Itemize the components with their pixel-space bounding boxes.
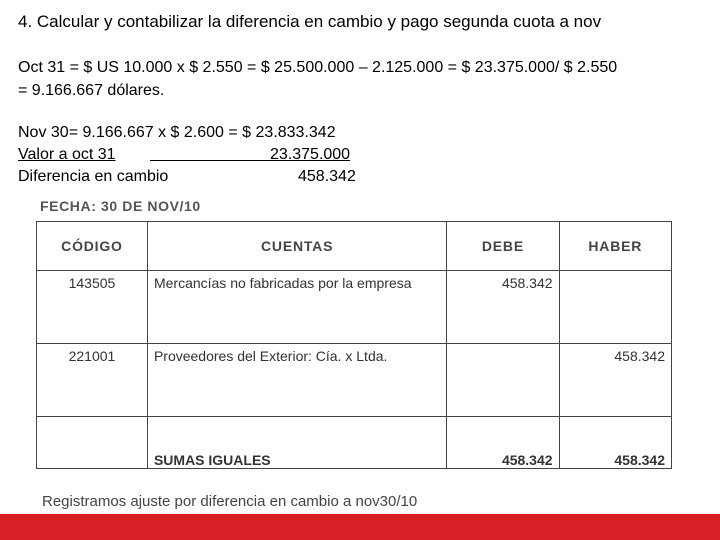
accent-bar — [0, 514, 720, 540]
row-credit — [559, 271, 671, 344]
journal-entry-table — [36, 221, 672, 469]
table-row — [37, 344, 672, 417]
row-code: 143505 — [37, 271, 148, 344]
totals-code-empty — [37, 417, 148, 469]
entry-date: FECHA: 30 DE NOV/10 — [40, 198, 201, 214]
nov-calc-line — [18, 121, 438, 143]
diferencia-label: Diferencia en cambio — [18, 168, 169, 185]
valor-oct-label: Valor a oct 31 — [18, 146, 116, 163]
diferencia-amount: 458.342 — [298, 168, 356, 185]
row-credit: 458.342 — [559, 344, 671, 417]
table-header-row — [37, 222, 672, 271]
nov-calculation — [18, 121, 438, 187]
valor-oct-amount: 23.375.000 — [270, 146, 351, 163]
underline-divider — [150, 160, 286, 161]
oct-calc-line-1: Oct 31 = $ US 10.000 x $ 2.550 = $ 25.500.000 – 2.125.000 = $ 23.375.000/ $ 2.550 — [18, 59, 618, 76]
nov-calc-text: Nov 30= 9.166.667 x $ 2.600 = $ 23.833.342 — [18, 124, 336, 141]
totals-credit: 458.342 — [559, 417, 671, 469]
totals-row — [37, 417, 672, 469]
oct-calculation — [18, 56, 708, 102]
totals-debit: 458.342 — [447, 417, 559, 469]
row-debit: 458.342 — [447, 271, 559, 344]
table-row — [37, 271, 672, 344]
header-credit: HABER — [559, 222, 671, 271]
page-title: 4. Calcular y contabilizar la diferencia en cambio y pago segunda cuota a nov — [18, 12, 602, 31]
oct-calc-line-2: = 9.166.667 dólares. — [18, 82, 165, 99]
valor-oct-row — [18, 143, 438, 165]
totals-label: SUMAS IGUALES — [147, 417, 446, 469]
diferencia-row — [18, 165, 438, 187]
row-code: 221001 — [37, 344, 148, 417]
row-account: Proveedores del Exterior: Cía. x Ltda. — [147, 344, 446, 417]
header-account: CUENTAS — [147, 222, 446, 271]
header-debit: DEBE — [447, 222, 559, 271]
row-account: Mercancías no fabricadas por la empresa — [147, 271, 446, 344]
entry-description: Registramos ajuste por diferencia en cambio a nov30/10 — [42, 493, 418, 510]
row-debit — [447, 344, 559, 417]
header-code: CÓDIGO — [37, 222, 148, 271]
